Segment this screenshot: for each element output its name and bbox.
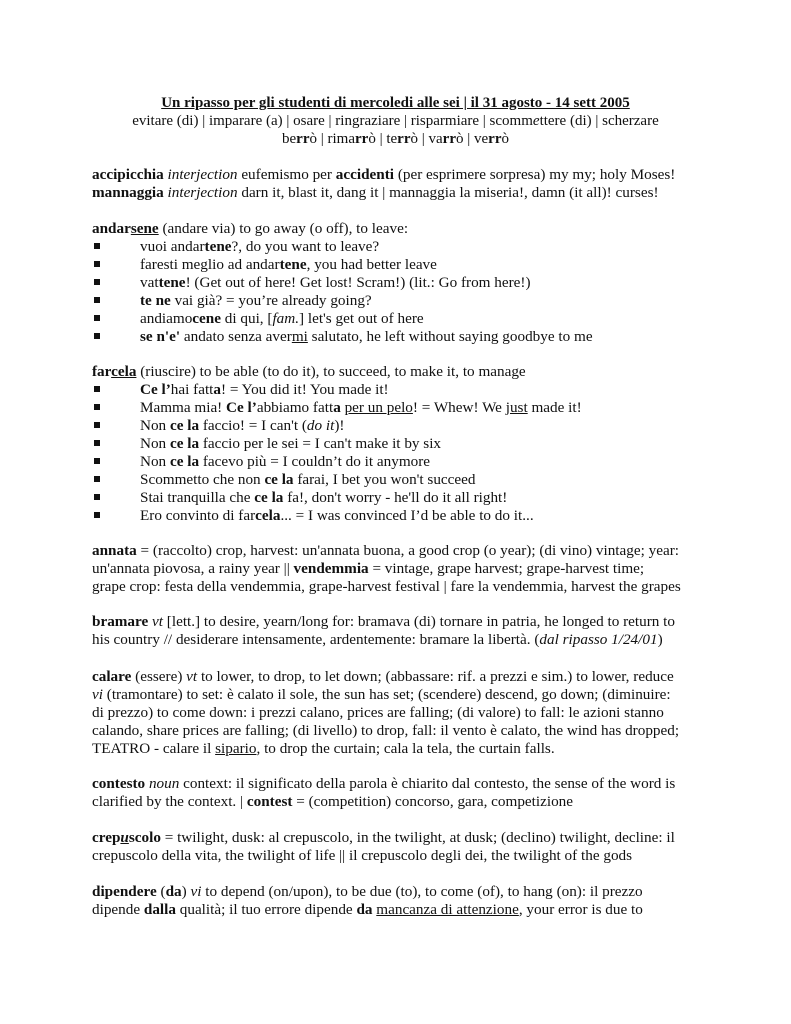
entry-annata: annata = (raccolto) crop, harvest: un'annata buona, a good crop (o year); (di vino) vintage; year:: [92, 542, 679, 559]
entry-mannaggia: mannaggia interjection darn it, blast it, dang it | mannaggia la miseria!, damn (it all)! curses!: [92, 184, 659, 201]
entry-annata-line: grape crop: festa della vendemmia, grape-harvest festival | fare la vendemmia, harvest the grapes: [92, 578, 681, 595]
entry-calare-line: calando, share prices are falling; (di livello) to drop, fall: il vento è calato, the wind has dropped;: [92, 722, 680, 739]
bullet-icon: [94, 279, 100, 285]
page-title: Un ripasso per gli studenti di mercoledi alle sei | il 31 agosto - 14 sett 2005: [161, 95, 630, 111]
bullet-icon: [94, 494, 100, 500]
bullet-icon: [94, 422, 100, 428]
entry-accipicchia: accipicchia interjection eufemismo per accidenti (per esprimere sorpresa) my my; holy Moses!: [92, 166, 676, 183]
entry-calare-line: di prezzo) to come down: i prezzi calano, prices are falling; (di valore) to fall: le azioni stanno: [92, 704, 664, 721]
entry-andarsene: andarsene (andare via) to go away (o off), to leave:: [92, 220, 409, 237]
header-verb-list: evitare (di) | imparare (a) | osare | ringraziare | risparmiare | scommettere (di) | scherzare: [132, 113, 659, 129]
entry-crepuscolo-line: crepuscolo della vita, the twilight of life || il crepuscolo degli dei, the twilight of the gods: [92, 847, 633, 864]
bullet-icon: [94, 458, 100, 464]
bullet-icon: [94, 404, 100, 410]
document-page: Un ripasso per gli studenti di mercoledi alle sei | il 31 agosto - 14 sett 2005 evitare (di) | imparare (a) | osare | ringraziare | risparmiare | scommettere (di) | scherzare berrò | rimarrò | terrò | varrò | verrò accipicchia interjection eufemismo per accidenti (per esprimere sorpresa) my my; holy Moses! mannaggia interjection darn it, blast it, dang it | mannaggia la miseria!, damn (it all)! curses! andarsene (andare via) to go away (o off), to leave: vuoi andartene?, do you want to leave? faresti meglio ad andartene, you had better leave vattene! (Get out of here! Get lost! Scram!) (lit.: Go from here!) te ne vai già? = you’re already going? andiamocene di qui, [fam.] let's get out of here se n'e' andato senza avermi salutato, he left without saying goodbye to me farcela (riuscire) to be able (to do it), to succeed, to make it, to manage Ce l’hai fatta! = You did it! You made it! Mamma mia! Ce l’abbiamo fatta per un pelo! = Whew! We just made it! Non ce la faccio! = I can't (do it)! Non ce la faccio per le sei = I can't make it by six Non ce la facevo più = I couldn’t do it anymore Scommetto che non ce la farai, I bet you won't succeed Stai tranquilla che ce la fa!, don't worry - he'll do it all right! Ero convinto di farcela... = I was convinced I’d be able to do it... annata = (raccolto) crop, harvest: un'annata buona, a good crop (o year); (di vino) vintage; year: un'annata piovosa, a rainy year || vendemmia = vintage, grape harvest; grape-harvest time; grape crop: festa della vendemmia, grape-harvest festival | fare la vendemmia, harvest the grapes bramare vt [lett.] to desire, yearn/long for: bramava (di) tornare in patria, he longed to return to his country // desiderare intensamente, ardentemente: bramare la libertà. (dal ripasso 1/24/01) calare (essere) vt to lower, to drop, to let down; (abbassare: rif. a prezzi e sim.) to lower, reduce vi (tramontare) to set: è calato il sole, the sun has set; (scendere) descend, go down; (diminuire: di prezzo) to come down: i prezzi calano, prices are falling; (di valore) to fall: le azioni stanno calando, share prices are falling; (di livello) to drop, fall: il vento è calato, the wind has dropped; TEATRO - calare il sipario, to drop the curtain; cala la tela, the curtain falls. contesto noun context: il significato della parola è chiarito dal contesto, the sense of the word is clarified by the context. | contest = (competition) concorso, gara, competizione crepuscolo = twilight, dusk: al crepuscolo, in the twilight, at dusk; (declino) twilight, decline: il crepuscolo della vita, the twilight of life || il crepuscolo degli dei, the twilight of the gods dipendere (da) vi to depend (on/upon), to be due (to), to come (of), to hang (on): il prezzo dipende dalla qualità; il tuo errore dipende da mancanza di attenzione, your error is due to: [0, 0, 791, 1024]
entry-contesto: contesto noun context: il significato della parola è chiarito dal contesto, the sense of the word is: [92, 775, 676, 792]
bullet-icon: [94, 512, 100, 518]
entry-calare: calare (essere) vt to lower, to drop, to let down; (abbassare: rif. a prezzi e sim.) to lower, reduce: [92, 668, 674, 685]
bullet-icon: [94, 476, 100, 482]
bullet-icon: [94, 386, 100, 392]
bullet-icon: [94, 440, 100, 446]
bullet-icon: [94, 243, 100, 249]
bullet-icon: [94, 297, 100, 303]
entry-farcela: farcela (riuscire) to be able (to do it), to succeed, to make it, to manage: [92, 363, 526, 380]
bullet-icon: [94, 315, 100, 321]
entry-calare-line: TEATRO - calare il sipario, to drop the curtain; cala la tela, the curtain falls.: [92, 740, 555, 757]
entry-dipendere: dipendere (da) vi to depend (on/upon), to be due (to), to come (of), to hang (on): il prezzo: [92, 883, 643, 900]
bullet-icon: [94, 261, 100, 267]
entry-bramare: bramare vt [lett.] to desire, yearn/long for: bramava (di) tornare in patria, he longed to return to: [92, 613, 675, 630]
entry-contesto-line: clarified by the context. | contest = (competition) concorso, gara, competizione: [92, 793, 573, 810]
entry-crepuscolo: crepuscolo = twilight, dusk: al crepuscolo, in the twilight, at dusk; (declino) twilight, decline: il: [92, 829, 675, 846]
entry-dipendere-line: dipende dalla qualità; il tuo errore dipende da mancanza di attenzione, your error is due to: [92, 901, 643, 918]
entry-calare-line: vi (tramontare) to set: è calato il sole, the sun has set; (scendere) descend, go down; (diminuire:: [92, 686, 671, 703]
header-future-forms: berrò | rimarrò | terrò | varrò | verrò: [282, 131, 509, 147]
bullet-icon: [94, 333, 100, 339]
entry-bramare-line: his country // desiderare intensamente, ardentemente: bramare la libertà. (dal ripasso 1/24/01): [92, 631, 663, 648]
entry-annata-line: un'annata piovosa, a rainy year || vendemmia = vintage, grape harvest; grape-harvest time;: [92, 560, 645, 577]
